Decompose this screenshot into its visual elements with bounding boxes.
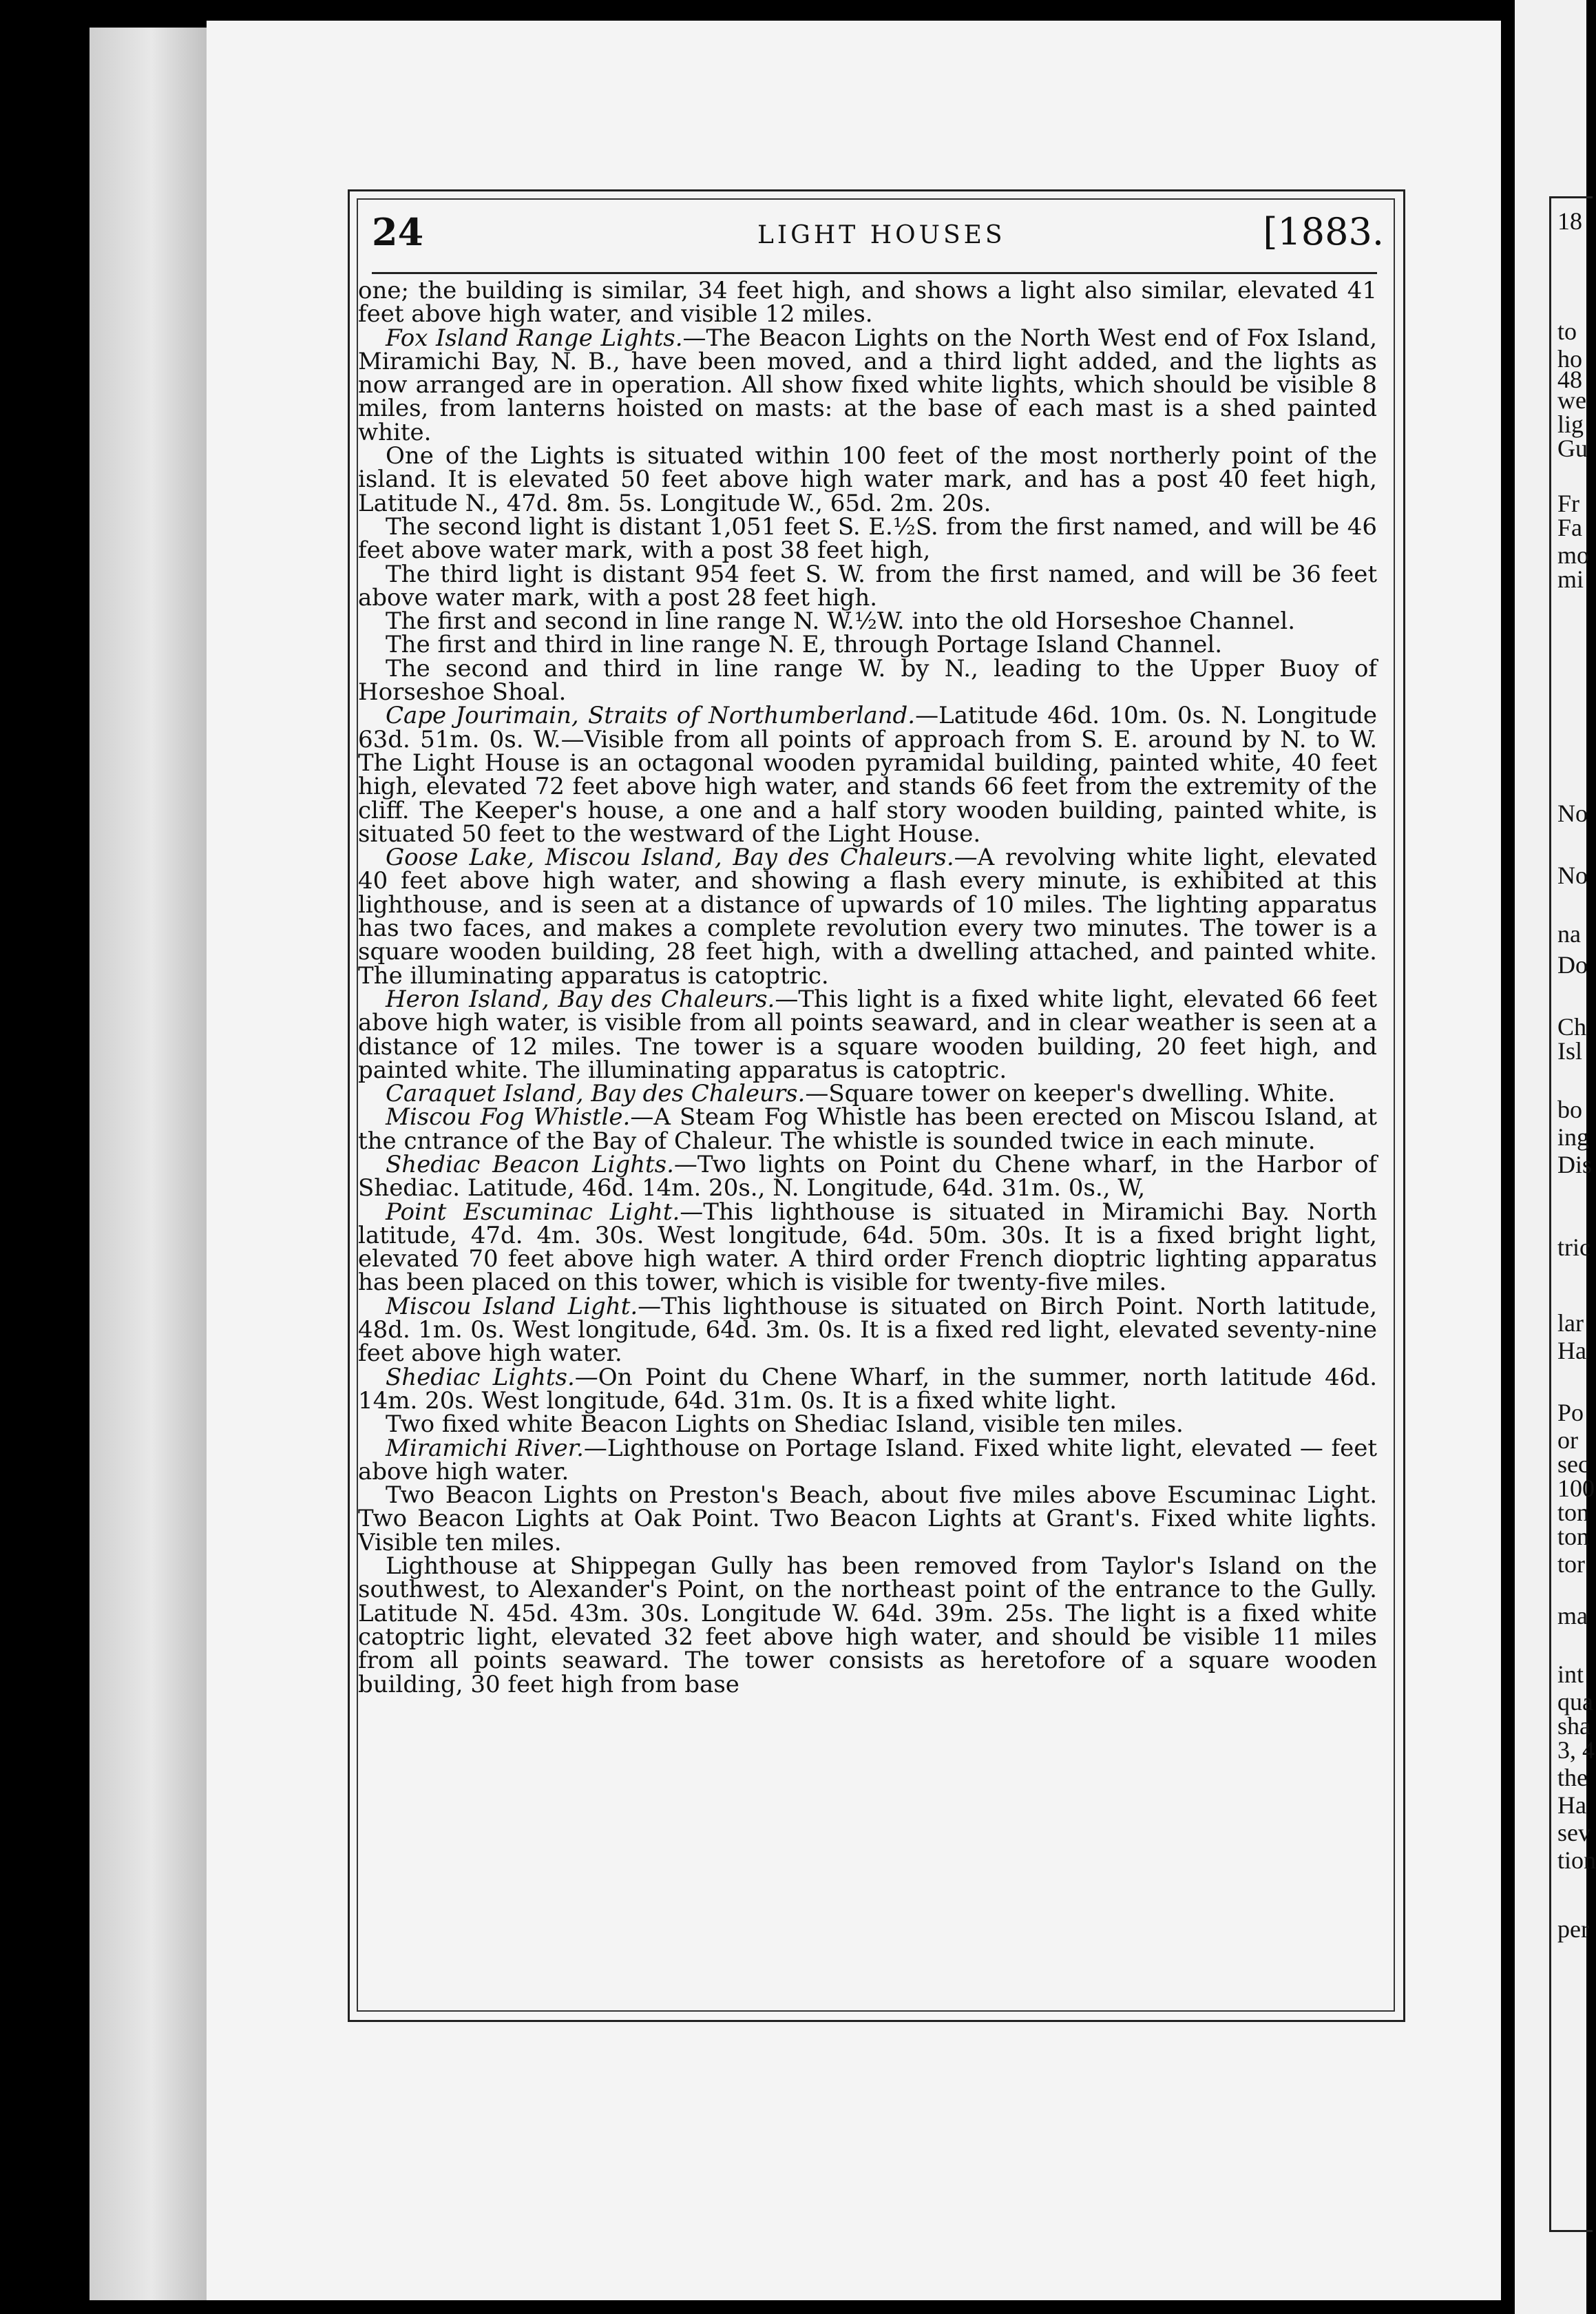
facing-page-fragment: tion [1557,1846,1596,1874]
paragraph [358,326,1377,444]
paragraph-text: The third light is distant 954 feet S. W. from the first named, and will be 36 feet above water mark, with a post 28 feet high. [358,560,1377,612]
facing-page-fragment: or [1557,1426,1578,1454]
facing-page-fragment: ing [1557,1123,1590,1151]
paragraph-text: One of the Lights is situated within 100 feet of the most northerly point of the island. It is elevated 50 feet above high water mark, and has a post 40 feet high, Latitude N., 47d. 8m. 5s. Longitude W., 65d. 2m. 20s. [358,442,1377,517]
paragraph [358,1363,1377,1415]
facing-page-fragment: 48 [1557,366,1582,393]
paragraph [358,560,1377,612]
facing-page-fragment: the [1557,1764,1588,1791]
facing-page-fragment: tric [1557,1233,1590,1261]
paragraph [358,1554,1377,1696]
facing-page-fragment: int [1557,1660,1584,1688]
entry-body: —Two lights on Point du Chene wharf, in the Harbor of Shediac. Latitude, 46d. 14m. 20s., N. Longitude, 64d. 31m. 0s., W, [358,1150,1377,1202]
page-header [372,210,1384,265]
body-text [358,279,1377,1696]
paragraph [358,985,1377,1084]
facing-page-fragment: mo [1557,541,1590,569]
facing-page [1515,0,1596,2314]
facing-page-fragment: per [1557,1915,1589,1943]
facing-page-fragment: Ha [1557,1337,1586,1364]
entry-body: —This lighthouse is situated on Birch Point. North latitude, 48d. 1m. 0s. West longitude, 64d. 3m. 0s. It is a fixed red light, elevated seventy-nine feet above high water. [358,1292,1377,1368]
entry-body: —The Beacon Lights on the North West end of Fox Island, Miramichi Bay, N. B., have been moved, and a third light added, and the lights as now arranged are in operation. All show fixed white lights, which should be visible 8 miles, from lanterns hoisted on masts: at the base of each mast is a shed painted white. [358,324,1378,446]
paragraph [358,1483,1377,1554]
paragraph [358,1292,1377,1368]
paragraph [358,607,1377,636]
paragraph [358,1150,1377,1202]
facing-page-fragment: Dis [1557,1151,1593,1178]
facing-page-fragment: Fa [1557,514,1582,541]
paragraph [358,1105,1377,1153]
facing-page-fragment: we [1557,386,1586,414]
paragraph [358,1080,1377,1108]
paragraph [358,1410,1377,1439]
facing-page-fragment: 100 [1557,1474,1595,1502]
entry-heading: Shediac Beacon Lights. [386,1150,674,1178]
facing-page-fragment: No [1557,800,1588,827]
entry-heading: Miscou Fog Whistle. [386,1103,631,1132]
facing-page-fragment: Fr [1557,490,1580,517]
entry-body: —This light is a fixed white light, elevated 66 feet above high water, is visible from all points seaward, and in clear weather is seen at a distance of 12 miles. Tne tower is a square wooden building, 20 feet high, and painted white. The illuminating apparatus is catoptric. [358,985,1377,1084]
facing-page-fragment: ton [1557,1523,1590,1550]
facing-page-fragment: na [1557,920,1581,948]
entry-heading: Goose Lake, Miscou Island, Bay des Chaleurs. [386,844,954,872]
facing-page-fragment: Do [1557,951,1588,979]
entry-body: —Latitude 46d. 10m. 0s. N. Longitude 63d. 51m. 0s. W.—Visible from all points of approach from S. E. around by N. to W. The Light House is an octagonal wooden pyramidal building, painted white, 40 feet high, elevated 72 feet above high water, and stands 66 feet from the extremity of the cliff. The Keeper's house, a one and a half story wooden building, painted white, is situated 50 feet to the westward of the Light House. [358,702,1377,848]
paragraph-text: The second light is distant 1,051 feet S. E.½S. from the first named, and will be 46 feet above water mark, with a post 38 feet high, [358,512,1377,565]
paragraph [358,1200,1377,1295]
paragraph [358,704,1377,846]
paragraph [358,277,1377,329]
paragraph-text: The first and second in line range N. W.½W. into the old Horseshoe Channel. [386,607,1296,636]
entry-heading: Heron Island, Bay des Chaleurs. [386,985,775,1013]
entry-body: —This lighthouse is situated in Miramichi Bay. North latitude, 47d. 4m. 30s. West longitude, 64d. 50m. 30s. It is a fixed bright light, elevated 70 feet above high water. A third order French dioptric lighting apparatus has been placed on this tower, which is visible for twenty-five miles. [358,1198,1378,1297]
facing-page-fragment: Ch [1557,1013,1587,1041]
entry-body: —A revolving white light, elevated 40 feet above high water, and showing a flash every minute, is exhibited at this lighthouse, and is seen at a distance of upwards of 10 miles. The lighting apparatus has two faces, and makes a complete revolution every two minutes. The tower is a square wooden building, 28 feet high, with a dwelling attached, and painted white. The illuminating apparatus is catoptric. [358,844,1377,990]
facing-page-fragment: ho [1557,345,1582,373]
page-year: [1883. [1263,210,1384,253]
entry-body: —Lighthouse on Portage Island. Fixed white light, elevated — feet above high water. [358,1434,1377,1486]
running-title: LIGHT HOUSES [757,221,1006,249]
facing-page-fragment: sev [1557,1819,1590,1846]
paragraph [358,654,1377,707]
entry-heading: Shediac Lights. [386,1363,575,1391]
facing-page-fragment: bo [1557,1096,1582,1123]
facing-page-fragment: ton [1557,1499,1590,1526]
facing-page-fragment: No [1557,862,1588,889]
paragraph [358,444,1377,515]
page-number: 24 [372,210,424,254]
facing-page-fragment: 18 [1557,207,1582,235]
facing-page-fragment: ma [1557,1602,1588,1629]
facing-page-fragment: 3, 4 [1557,1736,1595,1764]
facing-page-fragment: sec [1557,1450,1589,1478]
header-rule [372,272,1377,274]
entry-heading: Miramichi River. [386,1434,584,1462]
entry-heading: Miscou Island Light. [386,1292,638,1320]
facing-page-fragment: tor [1557,1550,1585,1578]
entry-heading: Point Escuminac Light. [386,1198,680,1226]
facing-page-fragment: Ha [1557,1791,1586,1819]
paragraph-text: one; the building is similar, 34 feet high, and shows a light also similar, elevated 41 feet above high water, and visible 12 miles. [358,277,1377,329]
paragraph [358,1434,1377,1486]
entry-heading: Caraquet Island, Bay des Chaleurs. [386,1080,806,1108]
facing-page-fragment: Po [1557,1399,1584,1426]
entry-body: —Square tower on keeper's dwelling. White. [805,1080,1336,1108]
facing-page-fragment: lar [1557,1309,1584,1337]
facing-page-fragment: sha [1557,1712,1590,1740]
facing-page-fragment: lig [1557,410,1584,438]
facing-page-fragment: Isl [1557,1037,1582,1065]
paragraph [358,631,1377,659]
paragraph-text: Two fixed white Beacon Lights on Shediac Island, visible ten miles. [386,1410,1184,1439]
paragraph-text: Two Beacon Lights on Preston's Beach, about five miles above Escuminac Light. Two Beacon Lights at Oak Point. Two Beacon Lights at Grant's. Fixed white lights. Visible ten miles. [358,1481,1377,1556]
facing-page-fragment: qua [1557,1688,1593,1716]
entry-heading: Fox Island Range Lights. [386,324,683,352]
facing-page-fragment: mi [1557,565,1584,593]
facing-page-fragment: Gu [1557,435,1588,462]
entry-body: —On Point du Chene Wharf, in the summer, north latitude 46d. 14m. 20s. West longitude, 64d. 31m. 0s. It is a fixed white light. [358,1363,1377,1415]
entry-heading: Cape Jourimain, Straits of Northumberland. [386,702,916,730]
paragraph [358,512,1377,565]
entry-body: —A Steam Fog Whistle has been erected on Miscou Island, at the cntrance of the Bay of Chaleur. The whistle is sounded twice in each minute. [358,1103,1377,1155]
paragraph-text: The first and third in line range N. E, through Portage Island Channel. [386,631,1223,659]
paragraph [358,846,1377,988]
facing-page-fragment: to [1557,317,1577,345]
paragraph-text: The second and third in line range W. by N., leading to the Upper Buoy of Horseshoe Shoal. [358,654,1377,707]
paragraph-text: Lighthouse at Shippegan Gully has been removed from Taylor's Island on the southwest, to Alexander's Point, on the northeast point of the entrance to the Gully. Latitude N. 45d. 43m. 30s. Longitude W. 64d. 39m. 25s. The light is a fixed white catoptric light, elevated 32 feet above high water, and should be visible 11 miles from all points seaward. The tower consists as heretofore of a square wooden building, 30 feet high from base [358,1552,1377,1698]
